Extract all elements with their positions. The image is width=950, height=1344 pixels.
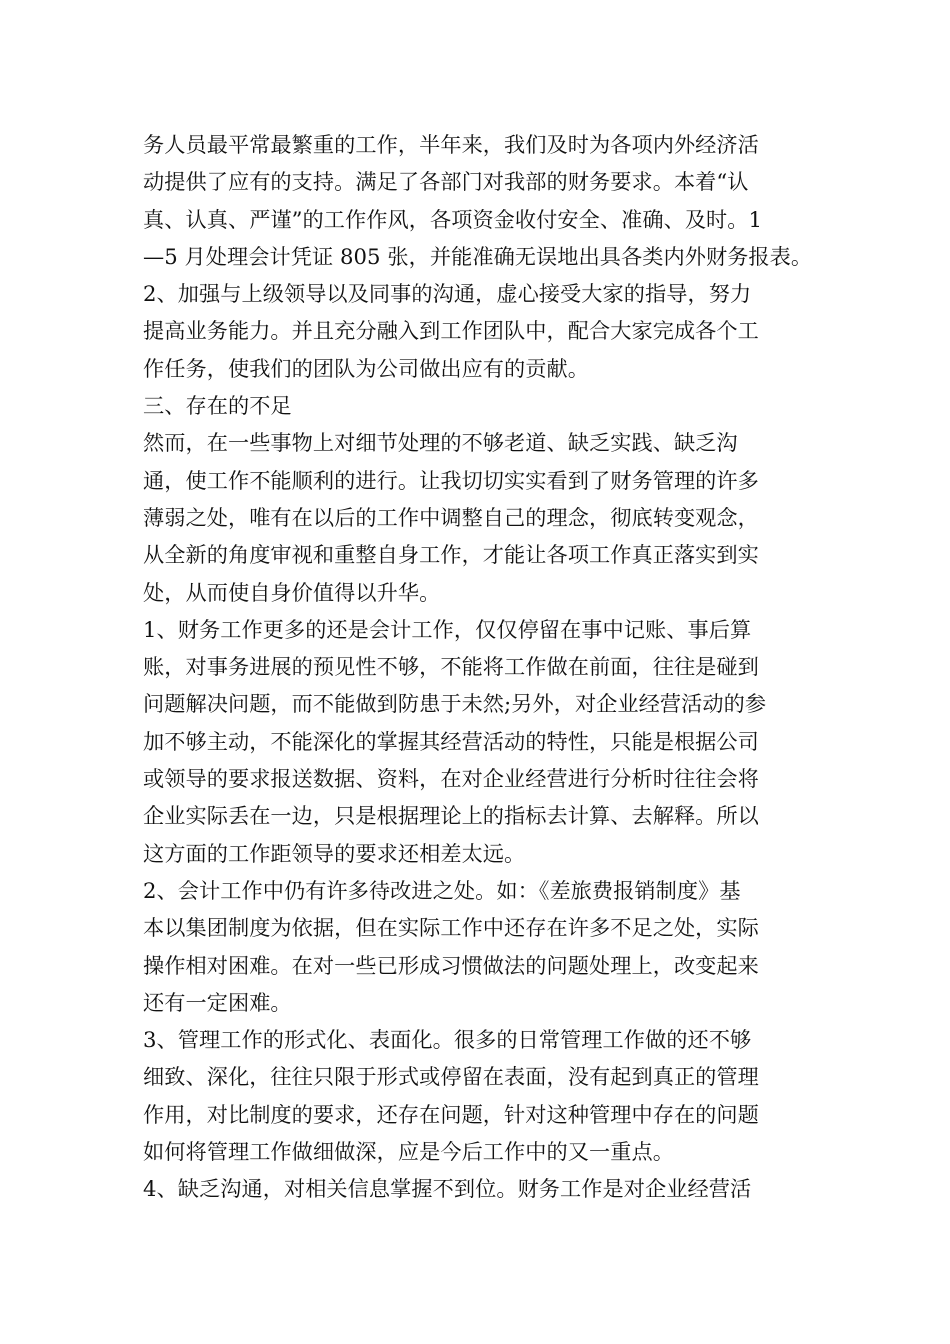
text-line: 账，对事务进展的预见性不够，不能将工作做在前面，往往是碰到 bbox=[143, 654, 759, 680]
text-line: 然而，在一些事物上对细节处理的不够老道、缺乏实践、缺乏沟 bbox=[143, 430, 738, 456]
text-line: 薄弱之处，唯有在以后的工作中调整自己的理念，彻底转变观念， bbox=[143, 504, 759, 530]
text-line: 作任务，使我们的团队为公司做出应有的贡献。 bbox=[143, 355, 589, 381]
text-line: 还有一定困难。 bbox=[143, 989, 292, 1015]
document-body bbox=[143, 126, 813, 1208]
text-line: 细致、深化，往往只限于形式或停留在表面，没有起到真正的管理 bbox=[143, 1064, 759, 1090]
text-line: 4、缺乏沟通，对相关信息掌握不到位。财务工作是对企业经营活 bbox=[143, 1176, 752, 1202]
text-line: —5 月处理会计凭证 805 张，并能准确无误地出具各类内外财务报表。 bbox=[143, 243, 813, 269]
text-line: 2、会计工作中仍有许多待改进之处。如：《差旅费报销制度》基 bbox=[143, 877, 741, 903]
text-line: 作用，对比制度的要求，还存在问题，针对这种管理中存在的问题 bbox=[143, 1101, 759, 1127]
text-line: 如何将管理工作做细做深，应是今后工作中的又一重点。 bbox=[143, 1139, 674, 1165]
text-line: 本以集团制度为依据，但在实际工作中还存在许多不足之处，实际 bbox=[143, 915, 759, 941]
text-line: 这方面的工作距领导的要求还相差太远。 bbox=[143, 840, 526, 866]
text-line: 加不够主动，不能深化的掌握其经营活动的特性，只能是根据公司 bbox=[143, 728, 759, 754]
section-heading: 三、存在的不足 bbox=[143, 393, 292, 419]
text-line: 1、财务工作更多的还是会计工作，仅仅停留在事中记账、事后算 bbox=[143, 616, 752, 642]
text-line: 或领导的要求报送数据、资料，在对企业经营进行分析时往往会将 bbox=[143, 766, 759, 792]
text-line: 从全新的角度审视和重整自身工作，才能让各项工作真正落实到实 bbox=[143, 542, 759, 568]
text-line: 提高业务能力。并且充分融入到工作团队中，配合大家完成各个工 bbox=[143, 318, 759, 344]
text-line: 真、认真、严谨”的工作作风，各项资金收付安全、准确、及时。1 bbox=[143, 206, 763, 232]
text-line: 务人员最平常最繁重的工作，半年来，我们及时为各项内外经济活 bbox=[143, 132, 759, 157]
text-line: 问题解决问题，而不能做到防患于未然;另外，对企业经营活动的参 bbox=[143, 691, 767, 717]
text-line: 通，使工作不能顺利的进行。让我切切实实看到了财务管理的许多 bbox=[143, 467, 759, 493]
text-line: 企业实际丢在一边，只是根据理论上的指标去计算、去解释。所以 bbox=[143, 803, 759, 829]
text-line: 2、加强与上级领导以及同事的沟通，虚心接受大家的指导，努力 bbox=[143, 281, 752, 307]
text-line: 操作相对困难。在对一些已形成习惯做法的问题处理上，改变起来 bbox=[143, 952, 759, 978]
text-line: 3、管理工作的形式化、表面化。很多的日常管理工作做的还不够 bbox=[143, 1027, 752, 1053]
text-line: 动提供了应有的支持。满足了各部门对我部的财务要求。本着“认 bbox=[143, 169, 749, 195]
text-line: 处，从而使自身价值得以升华。 bbox=[143, 579, 441, 605]
